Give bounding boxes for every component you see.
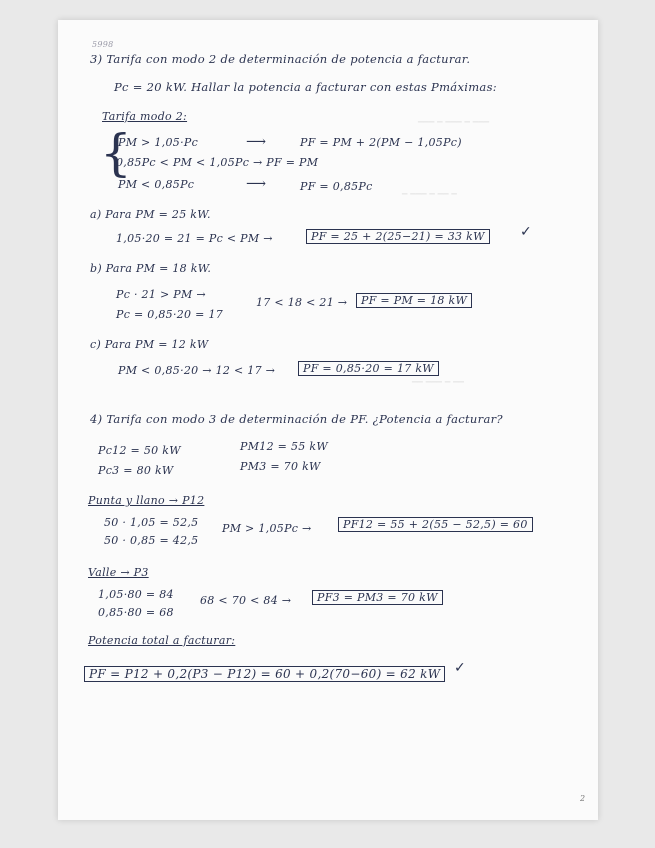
q4-total-result: PF = P12 + 0,2(P3 − P12) = 60 + 0,2(70−60) = 62 kW bbox=[84, 666, 445, 682]
q4-valle-mid: 68 < 70 < 84 → bbox=[200, 594, 292, 607]
q3-header-line2: Pc = 20 kW. Hallar la potencia a facturar con estas Pmáximas: bbox=[114, 80, 497, 94]
brace-icon: { bbox=[100, 124, 132, 182]
q3-b-label: b) Para PM = 18 kW. bbox=[90, 262, 212, 275]
q3-b-result: PF = PM = 18 kW bbox=[356, 293, 472, 308]
q3-rule3-left: PM < 0,85Pc bbox=[118, 178, 195, 191]
q4-valle-result: PF3 = PM3 = 70 kW bbox=[312, 590, 443, 605]
check-icon: ✓ bbox=[520, 224, 532, 240]
q3-rule1-left: PM > 1,05·Pc bbox=[118, 136, 199, 149]
q3-b-calc1: Pc · 21 > PM → bbox=[116, 288, 206, 301]
q3-b-calc2: Pc = 0,85·20 = 17 bbox=[116, 308, 224, 321]
arrow-icon: ⟶ bbox=[246, 176, 267, 192]
q3-a-result: PF = 25 + 2(25−21) = 33 kW bbox=[306, 229, 490, 244]
page-corner-number: 2 bbox=[580, 794, 586, 803]
q4-punta-calc1: 50 · 1,05 = 52,5 bbox=[104, 516, 199, 529]
q4-valle-label: Valle → P3 bbox=[88, 566, 149, 579]
q4-header: 4) Tarifa con modo 3 de determinación de PF. ¿Potencia a facturar? bbox=[90, 412, 503, 426]
q4-total-label: Potencia total a facturar: bbox=[88, 634, 236, 647]
check-icon: ✓ bbox=[454, 660, 466, 676]
q4-punta-calc2: 50 · 0,85 = 42,5 bbox=[104, 534, 199, 547]
q3-a-calc: 1,05·20 = 21 = Pc < PM → bbox=[116, 232, 273, 245]
q3-rule3-right: PF = 0,85Pc bbox=[300, 180, 373, 193]
q3-a-label: a) Para PM = 25 kW. bbox=[90, 208, 211, 221]
q3-rule2: 0,85Pc < PM < 1,05Pc → PF = PM bbox=[116, 156, 319, 169]
q4-punta-mid: PM > 1,05Pc → bbox=[222, 522, 312, 535]
arrow-icon: ⟶ bbox=[246, 134, 267, 150]
q4-pc12: Pc12 = 50 kW bbox=[98, 444, 181, 457]
q3-c-calc: PM < 0,85·20 → 12 < 17 → bbox=[118, 364, 276, 377]
page-number-top: 5998 bbox=[92, 40, 114, 49]
bleed-through-text: ─ ─── ─ ── ─ bbox=[402, 190, 457, 200]
q3-c-label: c) Para PM = 12 kW bbox=[90, 338, 209, 351]
q4-valle-calc1: 1,05·80 = 84 bbox=[98, 588, 174, 601]
q4-valle-calc2: 0,85·80 = 68 bbox=[98, 606, 174, 619]
q4-pc3: Pc3 = 80 kW bbox=[98, 464, 174, 477]
q3-subtitle: Tarifa modo 2: bbox=[102, 110, 188, 123]
bleed-through-text: ── ─── ─ ── bbox=[412, 378, 464, 388]
q3-rule1-right: PF = PM + 2(PM − 1,05Pc) bbox=[300, 136, 462, 149]
q4-punta-label: Punta y llano → P12 bbox=[88, 494, 205, 507]
q4-pm12: PM12 = 55 kW bbox=[240, 440, 328, 453]
bleed-through-text: ─── ─ ─── ─ ─── bbox=[418, 118, 490, 128]
q4-pm3: PM3 = 70 kW bbox=[240, 460, 321, 473]
q4-punta-result: PF12 = 55 + 2(55 − 52,5) = 60 bbox=[338, 517, 533, 532]
q3-c-result: PF = 0,85·20 = 17 kW bbox=[298, 361, 439, 376]
q3-b-mid: 17 < 18 < 21 → bbox=[256, 296, 348, 309]
q3-header-line1: 3) Tarifa con modo 2 de determinación de potencia a facturar. bbox=[90, 52, 471, 66]
